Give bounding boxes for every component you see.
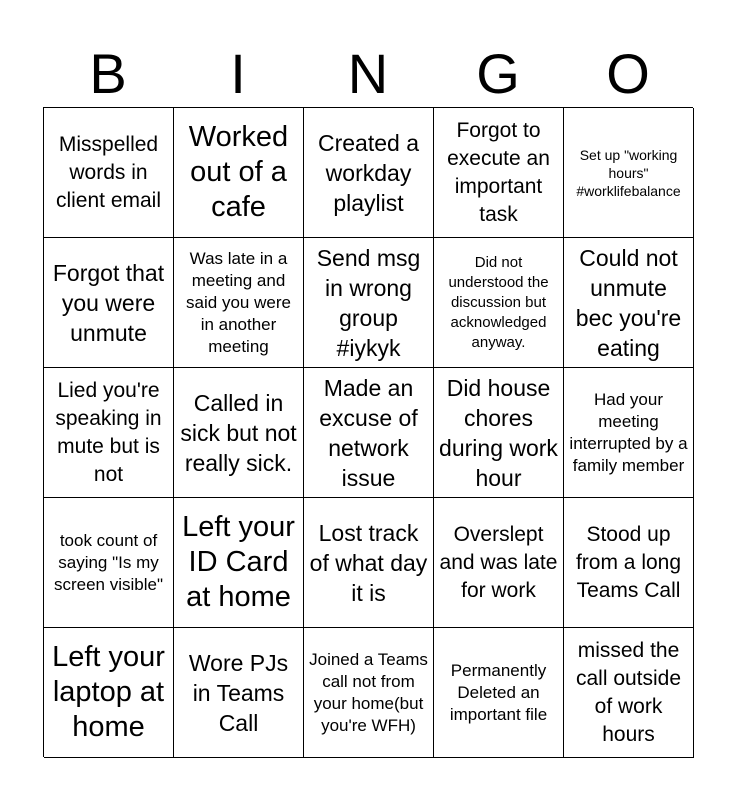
header-letter-g: G xyxy=(476,42,520,105)
bingo-cell[interactable] xyxy=(174,108,304,238)
cell-text: Left your laptop at home xyxy=(52,641,165,743)
header-letter-o: O xyxy=(606,42,650,105)
cell-text: Could not unmute bec you're eating xyxy=(575,244,682,361)
cell-text: Joined a Teams call not from your home(but you're WFH) xyxy=(309,649,428,735)
bingo-cell[interactable] xyxy=(44,108,174,238)
cell-text: Was late in a meeting and said you were in another meeting xyxy=(186,248,291,356)
bingo-cell[interactable] xyxy=(44,368,174,498)
bingo-cell[interactable] xyxy=(434,238,564,368)
cell-text: Left your ID Card at home xyxy=(182,511,295,613)
bingo-cell[interactable] xyxy=(434,368,564,498)
bingo-cell[interactable] xyxy=(44,628,174,758)
bingo-cell[interactable] xyxy=(174,368,304,498)
cell-text: Permanently Deleted an important file xyxy=(449,660,548,724)
bingo-cell[interactable] xyxy=(564,108,694,238)
bingo-cell[interactable] xyxy=(174,238,304,368)
bingo-cell[interactable] xyxy=(304,238,434,368)
cell-text: Forgot that you were unmute xyxy=(52,259,165,346)
cell-text: Had your meeting interrupted by a family member xyxy=(569,389,688,475)
bingo-cell[interactable] xyxy=(564,498,694,628)
header-letter-b: B xyxy=(89,42,127,105)
bingo-cell[interactable] xyxy=(44,238,174,368)
bingo-cell[interactable] xyxy=(304,108,434,238)
bingo-cell[interactable] xyxy=(434,498,564,628)
bingo-cell[interactable] xyxy=(304,498,434,628)
cell-text: Overslept and was late for work xyxy=(439,522,558,602)
cell-text: Set up "working hours" #worklifebalance xyxy=(576,146,681,199)
bingo-cell[interactable] xyxy=(434,108,564,238)
cell-text: Misspelled words in client email xyxy=(55,132,162,212)
header-letter-i: I xyxy=(230,42,246,105)
cell-text: Lied you're speaking in mute but is not xyxy=(55,378,162,486)
cell-text: took count of saying "Is my screen visible" xyxy=(53,530,164,594)
bingo-cell[interactable] xyxy=(564,628,694,758)
bingo-cell[interactable] xyxy=(304,368,434,498)
bingo-cell[interactable] xyxy=(564,238,694,368)
cell-text: Created a workday playlist xyxy=(317,129,419,216)
bingo-header xyxy=(43,40,693,108)
bingo-cell[interactable] xyxy=(44,498,174,628)
bingo-cell[interactable] xyxy=(304,628,434,758)
cell-text: Did house chores during work hour xyxy=(439,374,558,491)
cell-text: Send msg in wrong group #iykyk xyxy=(316,244,421,361)
cell-text: Stood up from a long Teams Call xyxy=(575,522,682,602)
bingo-cell[interactable] xyxy=(174,628,304,758)
cell-text: Did not understood the discussion but acknowledged anyway. xyxy=(448,253,549,351)
cell-text: Lost track of what day it is xyxy=(309,519,428,606)
cell-text: Forgot to execute an important task xyxy=(447,118,550,226)
bingo-cell[interactable] xyxy=(564,368,694,498)
bingo-cell[interactable] xyxy=(174,498,304,628)
cell-text: Wore PJs in Teams Call xyxy=(188,649,289,736)
cell-text: Called in sick but not really sick. xyxy=(180,389,297,476)
cell-text: missed the call outside of work hours xyxy=(575,638,682,746)
bingo-grid xyxy=(43,107,693,757)
cell-text: Worked out of a cafe xyxy=(188,121,289,223)
cell-text: Made an excuse of network issue xyxy=(319,374,418,491)
header-letter-n: N xyxy=(347,42,389,105)
bingo-cell[interactable] xyxy=(434,628,564,758)
